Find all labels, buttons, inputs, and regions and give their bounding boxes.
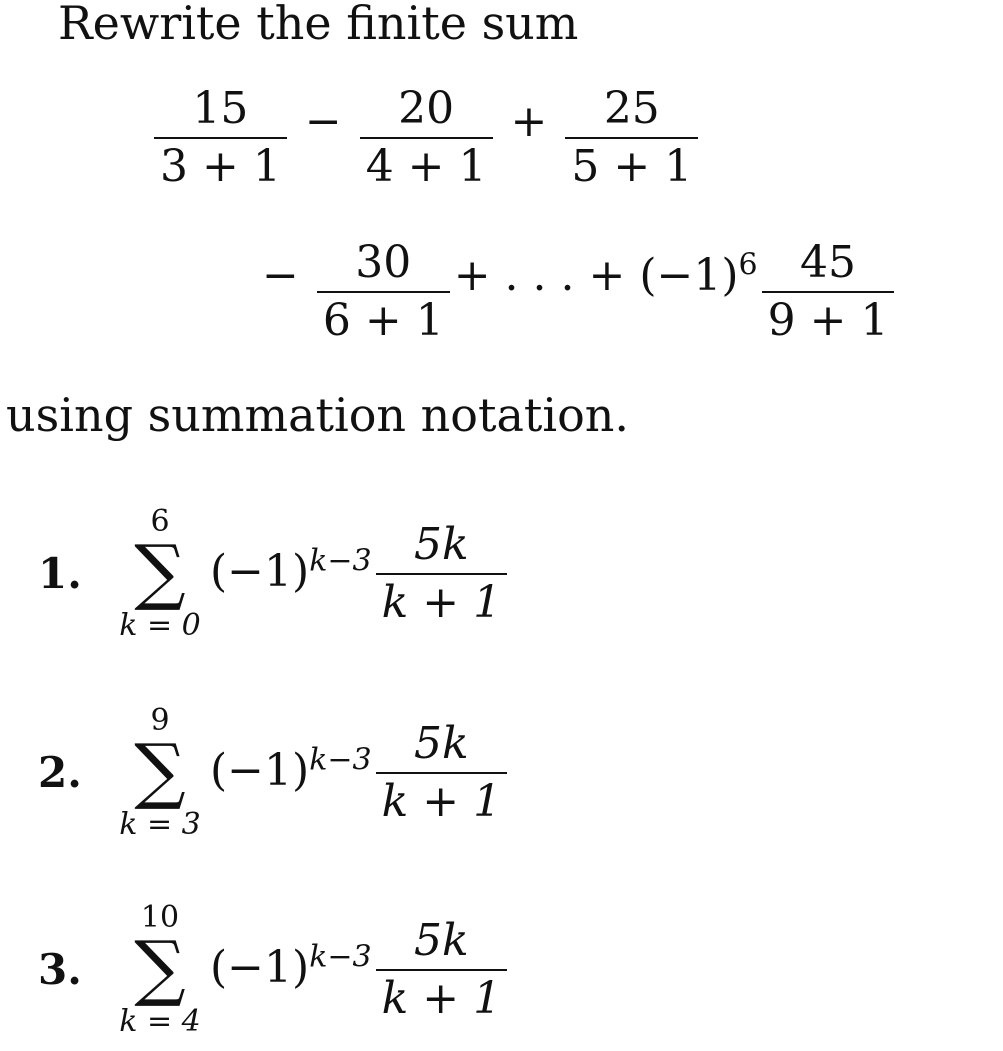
fraction-numerator: 25 xyxy=(603,83,660,134)
fraction-numerator: 5k xyxy=(414,519,469,570)
fraction-numerator: 5k xyxy=(414,718,469,769)
sigma-icon: ∑ xyxy=(134,925,186,1010)
summation-symbol xyxy=(114,703,206,842)
summation-upper-limit: 10 xyxy=(140,900,180,936)
fraction-denominator: k + 1 xyxy=(381,577,502,628)
fraction-numerator: 15 xyxy=(192,83,249,134)
summation-lower-limit: k = 4 xyxy=(119,1003,201,1039)
ellipsis-term-text: + . . . + (−1) xyxy=(453,250,739,301)
sign-term xyxy=(210,939,372,993)
ellipsis-and-sign-term xyxy=(453,247,758,301)
sigma-icon: ∑ xyxy=(134,529,186,614)
sign-exponent: k−3 xyxy=(309,939,372,975)
fraction-numerator: 30 xyxy=(355,237,412,288)
sign-exponent: k−3 xyxy=(309,543,372,579)
summation-lower-limit: k = 0 xyxy=(119,607,201,643)
fraction-denominator: k + 1 xyxy=(381,776,502,827)
outro-text: using summation notation. xyxy=(6,388,630,442)
summation-lower-limit: k = 3 xyxy=(119,806,201,842)
fraction-30-over-6-plus-1 xyxy=(317,237,450,346)
fraction-denominator: 3 + 1 xyxy=(160,141,281,192)
sign-base: (−1) xyxy=(210,546,310,597)
fraction-15-over-3-plus-1 xyxy=(154,83,287,192)
fraction-45-over-9-plus-1 xyxy=(762,237,895,346)
sum-expression-row-2 xyxy=(262,232,898,352)
answer-option-3[interactable] xyxy=(38,890,511,1050)
fraction-denominator: 5 + 1 xyxy=(571,141,693,192)
option-label: 1. xyxy=(38,549,82,598)
minus-operator: − xyxy=(262,250,299,301)
term-fraction xyxy=(376,718,508,827)
fraction-25-over-5-plus-1 xyxy=(565,83,698,192)
sign-base: (−1) xyxy=(210,745,310,796)
sigma-icon: ∑ xyxy=(134,728,186,813)
intro-text: Rewrite the finite sum xyxy=(58,0,579,50)
fraction-denominator: 4 + 1 xyxy=(365,141,487,192)
sign-exponent: k−3 xyxy=(309,742,372,778)
summation-symbol xyxy=(114,900,206,1039)
minus-operator: − xyxy=(304,96,342,147)
summation-upper-limit: 6 xyxy=(150,504,170,540)
fraction-denominator: 9 + 1 xyxy=(767,295,889,346)
summation-symbol xyxy=(114,504,206,643)
answer-option-1[interactable] xyxy=(38,494,511,654)
summation-upper-limit: 9 xyxy=(150,703,170,739)
fraction-numerator: 45 xyxy=(800,237,857,288)
option-label: 2. xyxy=(38,748,82,797)
fraction-numerator: 20 xyxy=(398,83,455,134)
term-fraction xyxy=(376,915,508,1024)
sign-term xyxy=(210,742,372,796)
fraction-20-over-4-plus-1 xyxy=(360,83,493,192)
term-fraction xyxy=(376,519,508,628)
fraction-numerator: 5k xyxy=(414,915,469,966)
sum-expression-row-1 xyxy=(150,78,702,198)
option-label: 3. xyxy=(38,945,82,994)
sign-term xyxy=(210,543,372,597)
sign-base: (−1) xyxy=(210,942,310,993)
fraction-denominator: k + 1 xyxy=(381,973,502,1024)
answer-option-2[interactable] xyxy=(38,693,511,853)
sign-exponent: 6 xyxy=(738,247,758,283)
fraction-denominator: 6 + 1 xyxy=(322,295,444,346)
plus-operator: + xyxy=(510,96,548,147)
